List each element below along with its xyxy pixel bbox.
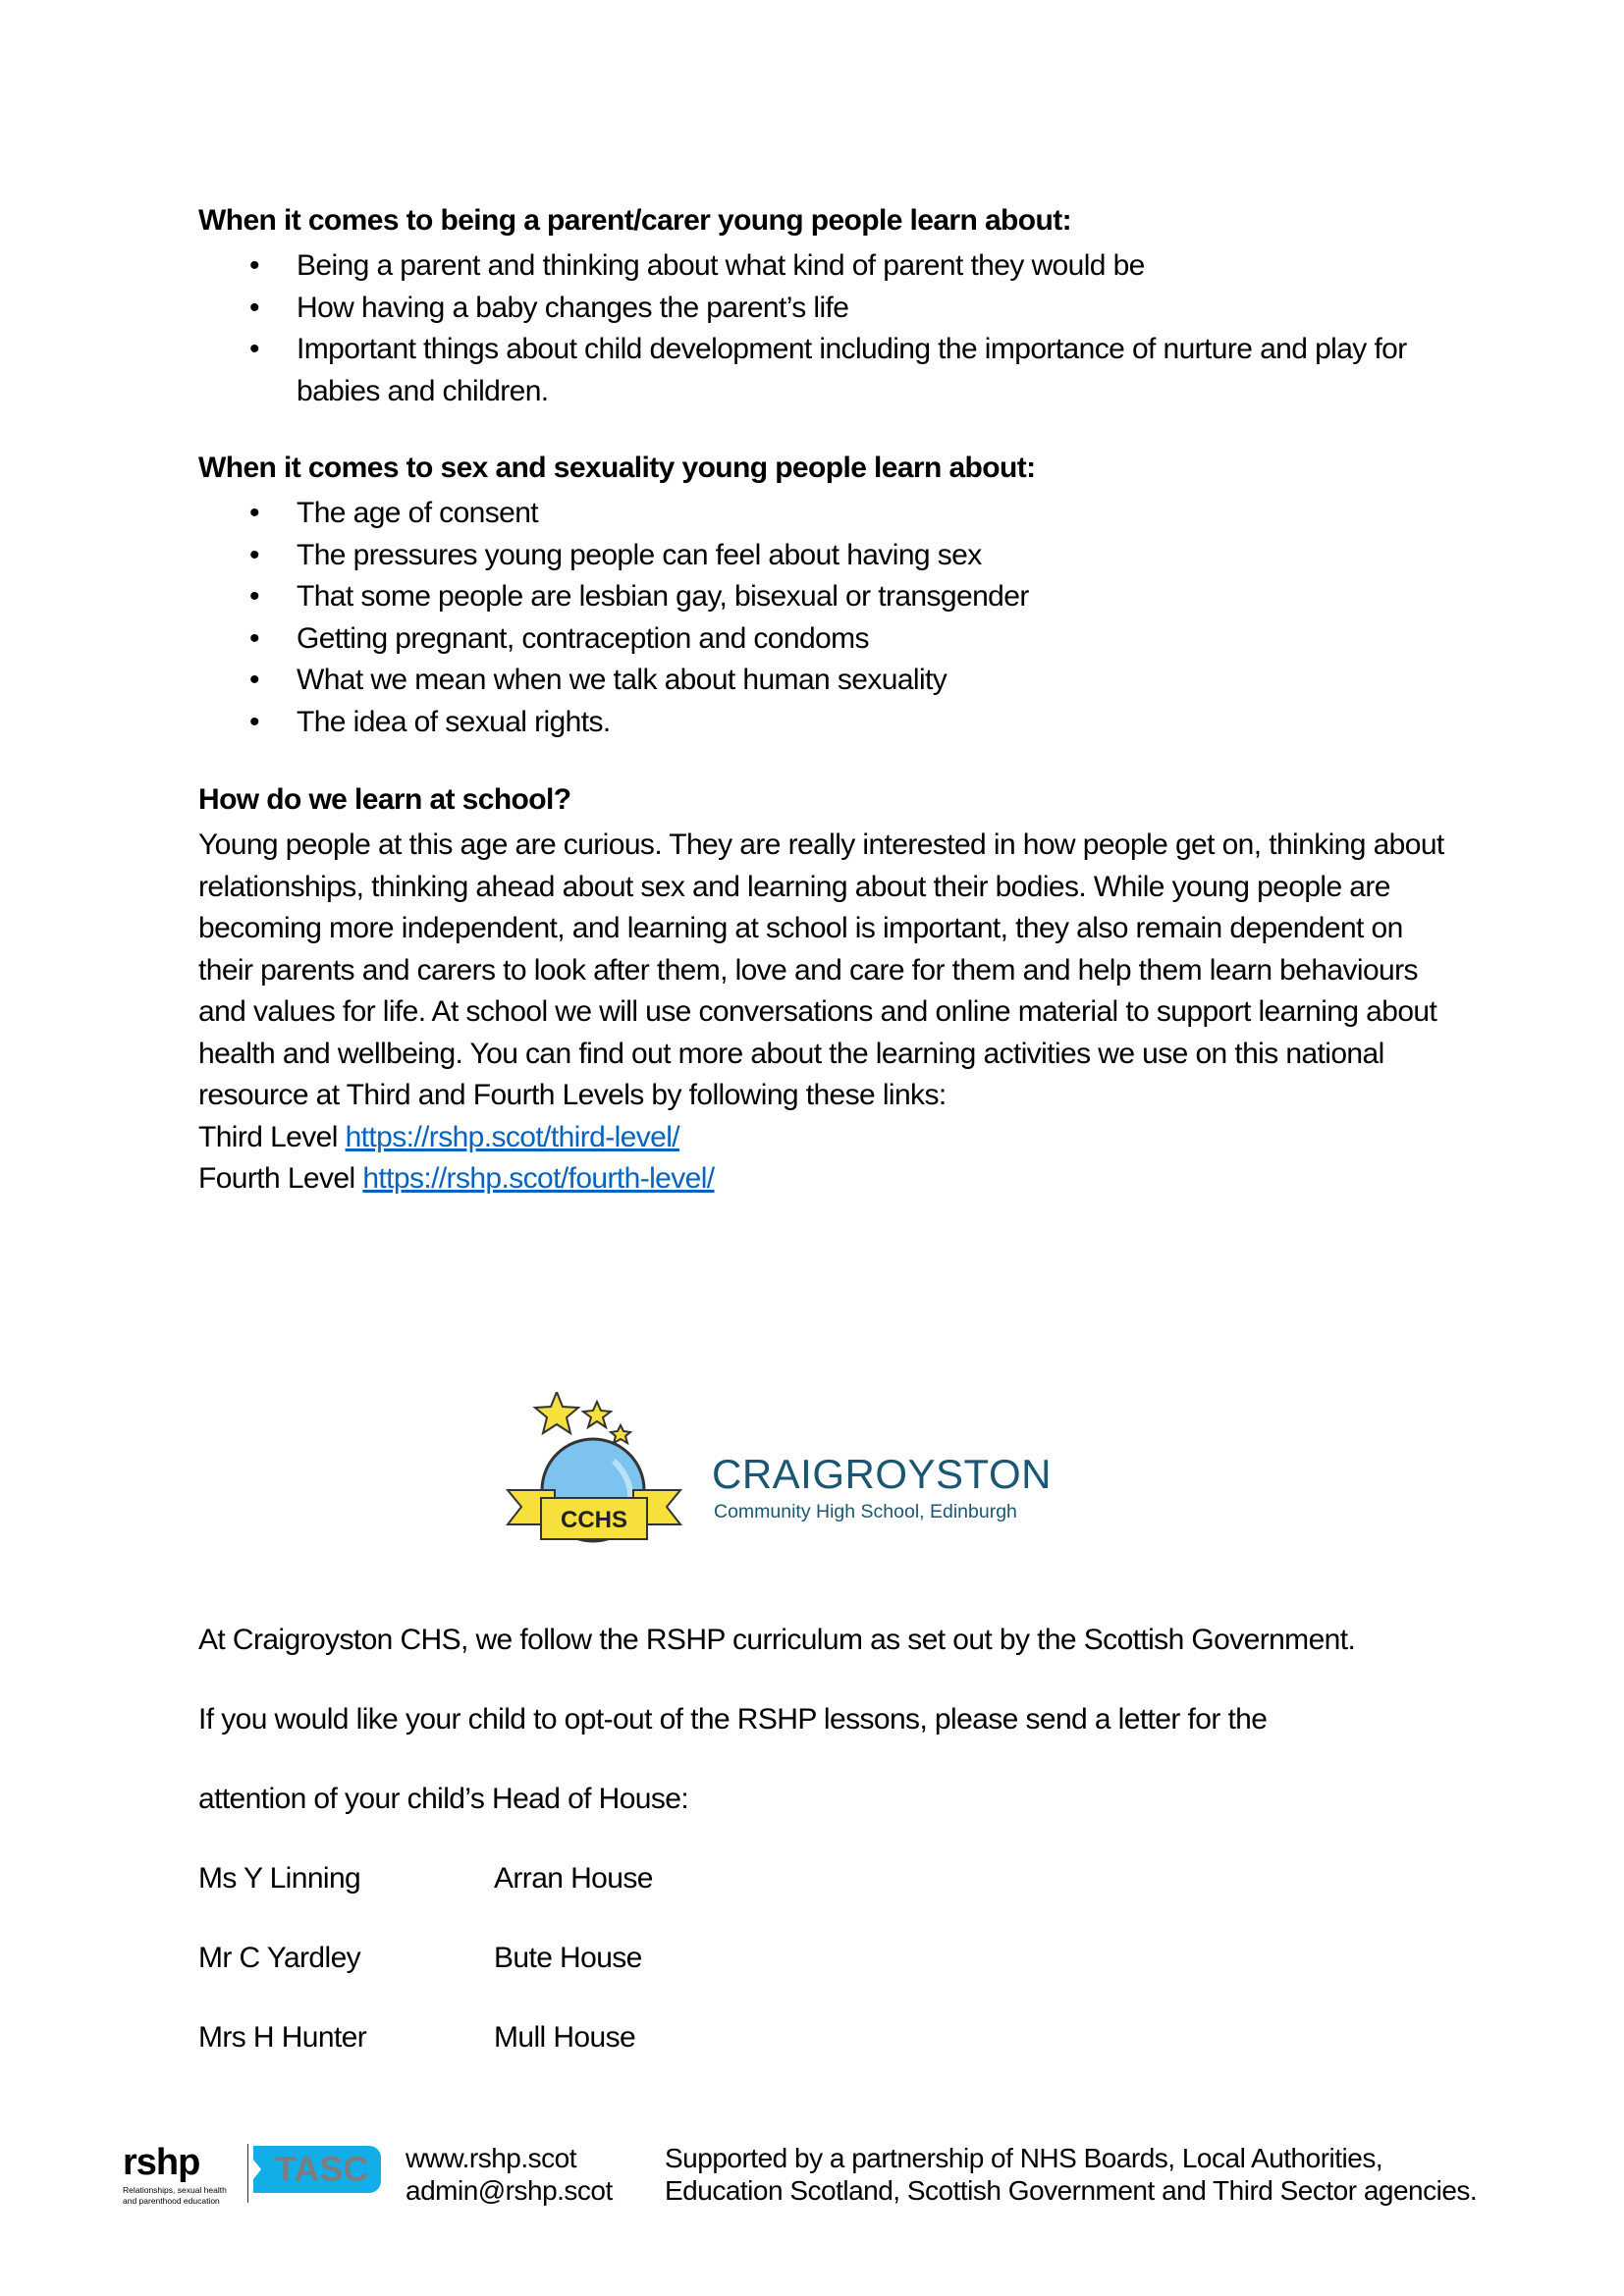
list-item: • Being a parent and thinking about what kind of parent they would be [198,245,1435,288]
badge-text: CCHS [560,1507,628,1533]
star-icon [583,1402,611,1427]
third-level-label: Third Level [198,1120,338,1153]
support-line-2: Education Scotland, Scottish Government and Third Sector agencies. [665,2175,1478,2206]
optout-line-1: If you would like your child to opt-out of the RSHP lessons, please send a letter for the [198,1703,1268,1735]
list-item: • Important things about child development including the importance of nurture and play for babies and children. [198,329,1435,412]
house-name: Bute House [494,1942,642,1974]
learn-section-body [198,825,1455,1201]
support-line-1: Supported by a partnership of NHS Boards, Local Authorities, [665,2143,1383,2173]
third-level-link[interactable]: https://rshp.scot/third-level/ [345,1120,680,1153]
learn-paragraph: Young people at this age are curious. They are really interested in how people get on, thinking about relationships, thinking ahead about sex and learning about their bodies. While young people are becoming more independent, and learning at school is important, they also remain dependent on their parents and carers to look after them, love and care for them and help them learn behaviours and values for life. At school we will use conversations and online material to support learning about health and wellbeing. You can find out more about the learning activities we use on this national resource at Third and Fourth Levels by following these links: [198,828,1444,1111]
school-logo [506,1392,1065,1549]
footer-support [665,2142,1477,2207]
sex-section-heading: When it comes to sex and sexuality young people learn about: [198,452,1036,484]
list-item: • What we mean when we talk about human sexuality [198,660,1435,702]
optout-line-2: attention of your child’s Head of House: [198,1783,689,1815]
sex-section-list [198,493,1435,743]
curriculum-statement: At Craigroyston CHS, we follow the RSHP curriculum as set out by the Scottish Government. [198,1624,1356,1656]
tasc-logo-text: TASC [275,2149,369,2189]
footer-contact [406,2142,613,2207]
list-item: • The age of consent [198,493,1435,535]
fourth-level-label: Fourth Level [198,1162,355,1195]
head-of-house-name: Mrs H Hunter [198,2021,367,2054]
rshp-tagline: Relationships, sexual health and parenthood education [123,2185,227,2206]
learn-section-heading: How do we learn at school? [198,783,571,816]
school-name: CRAIGROYSTON [712,1451,1052,1497]
list-item: • That some people are lesbian gay, bisexual or transgender [198,576,1435,618]
footer-divider [247,2144,248,2203]
parent-section-heading: When it comes to being a parent/carer young people learn about: [198,204,1072,237]
fourth-level-link[interactable]: https://rshp.scot/fourth-level/ [362,1162,715,1195]
footer-email[interactable]: admin@rshp.scot [406,2175,613,2206]
footer-website[interactable]: www.rshp.scot [406,2143,576,2173]
house-name: Mull House [494,2021,636,2054]
school-subtitle: Community High School, Edinburgh [714,1501,1017,1522]
list-item: • Getting pregnant, contraception and condoms [198,618,1435,661]
parent-section-list [198,245,1435,412]
star-icon [535,1392,578,1433]
list-item: • How having a baby changes the parent’s life [198,288,1435,330]
third-level-line [198,1117,1455,1159]
list-item: • The idea of sexual rights. [198,702,1435,744]
house-name: Arran House [494,1862,653,1895]
head-of-house-name: Mr C Yardley [198,1942,361,1974]
star-icon [611,1425,630,1443]
page-footer [123,2142,1546,2220]
rshp-logo: rshp [123,2142,200,2183]
fourth-level-line [198,1158,1455,1201]
school-crest-icon [506,1392,702,1549]
list-item: • The pressures young people can feel about having sex [198,535,1435,577]
tasc-logo [253,2146,381,2193]
head-of-house-name: Ms Y Linning [198,1862,361,1895]
